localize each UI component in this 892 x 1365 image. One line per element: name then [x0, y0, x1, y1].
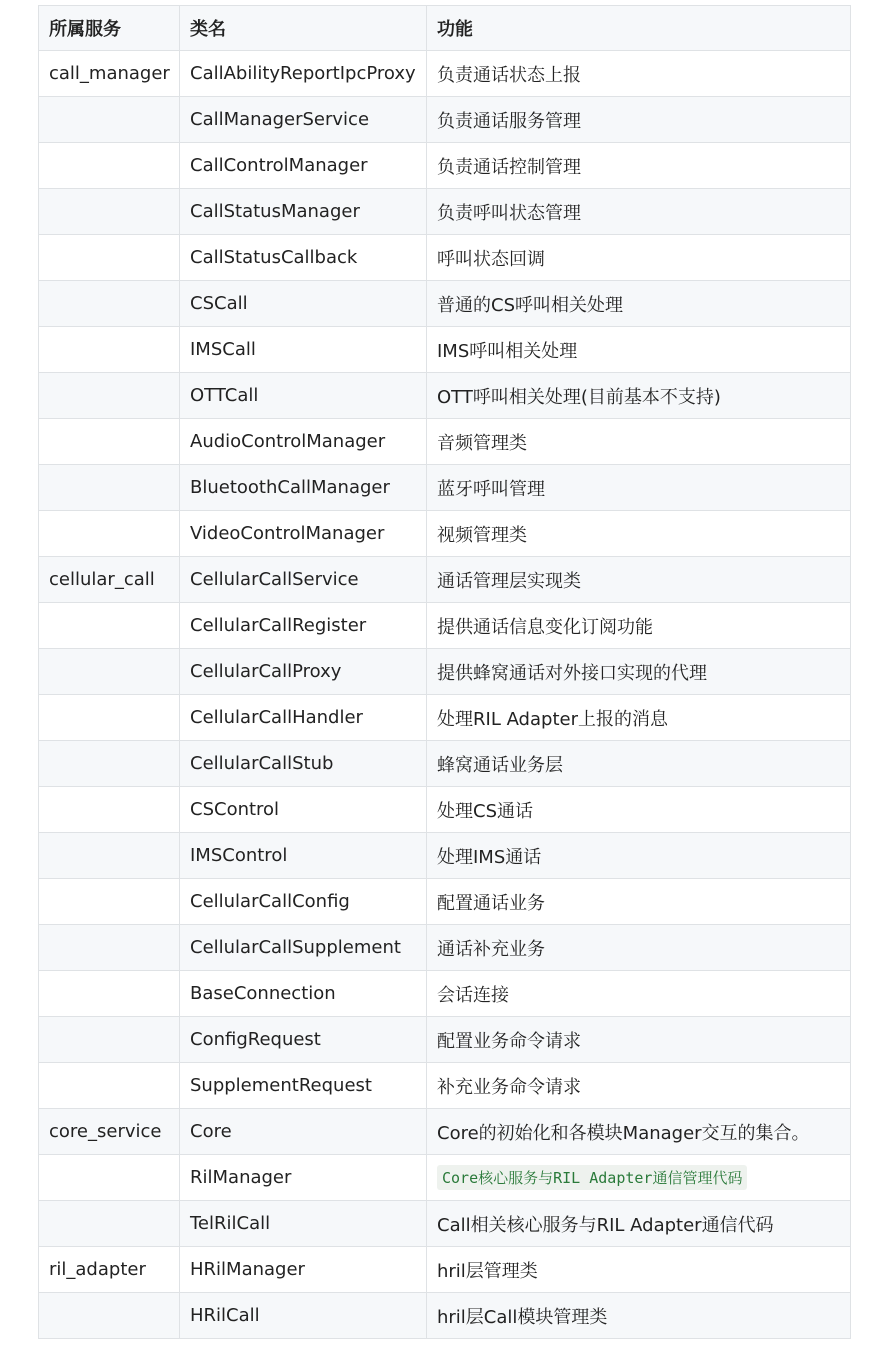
- service-cell: [39, 695, 180, 741]
- service-cell: call_manager: [39, 51, 180, 97]
- service-cell: [39, 419, 180, 465]
- table-row: [39, 1017, 851, 1063]
- function-cell: 普通的CS呼叫相关处理: [427, 281, 851, 327]
- table-row: [39, 787, 851, 833]
- table-row: [39, 1063, 851, 1109]
- service-cell: [39, 879, 180, 925]
- service-cell: [39, 235, 180, 281]
- class-name-cell: IMSCall: [180, 327, 427, 373]
- class-name-cell: CellularCallSupplement: [180, 925, 427, 971]
- class-name-cell: CellularCallProxy: [180, 649, 427, 695]
- table-row: [39, 1293, 851, 1339]
- service-cell: [39, 1017, 180, 1063]
- table-row: [39, 557, 851, 603]
- class-name-cell: CallControlManager: [180, 143, 427, 189]
- table-row: [39, 235, 851, 281]
- function-cell: 负责通话状态上报: [427, 51, 851, 97]
- function-cell: 通话管理层实现类: [427, 557, 851, 603]
- class-name-cell: CellularCallRegister: [180, 603, 427, 649]
- service-cell: cellular_call: [39, 557, 180, 603]
- function-cell: hril层Call模块管理类: [427, 1293, 851, 1339]
- table-row: [39, 971, 851, 1017]
- class-name-cell: BaseConnection: [180, 971, 427, 1017]
- table-row: [39, 465, 851, 511]
- service-cell: [39, 281, 180, 327]
- class-name-cell: TelRilCall: [180, 1201, 427, 1247]
- function-cell: 提供蜂窝通话对外接口实现的代理: [427, 649, 851, 695]
- table-row: [39, 1247, 851, 1293]
- function-cell: 音频管理类: [427, 419, 851, 465]
- table-row: [39, 143, 851, 189]
- service-cell: [39, 373, 180, 419]
- function-cell: 负责呼叫状态管理: [427, 189, 851, 235]
- inline-code: Core核心服务与RIL Adapter通信管理代码: [437, 1165, 747, 1190]
- service-cell: [39, 1063, 180, 1109]
- class-name-cell: CellularCallStub: [180, 741, 427, 787]
- class-name-cell: HRilManager: [180, 1247, 427, 1293]
- function-cell: 蓝牙呼叫管理: [427, 465, 851, 511]
- header-service: 所属服务: [39, 6, 180, 51]
- class-name-cell: CellularCallHandler: [180, 695, 427, 741]
- service-cell: core_service: [39, 1109, 180, 1155]
- function-cell: 处理IMS通话: [427, 833, 851, 879]
- class-name-cell: CallStatusManager: [180, 189, 427, 235]
- table-row: [39, 1109, 851, 1155]
- class-name-cell: HRilCall: [180, 1293, 427, 1339]
- table-row: [39, 925, 851, 971]
- service-cell: [39, 833, 180, 879]
- function-cell: 提供通话信息变化订阅功能: [427, 603, 851, 649]
- function-cell: 配置通话业务: [427, 879, 851, 925]
- function-cell: 处理CS通话: [427, 787, 851, 833]
- class-name-cell: CellularCallConfig: [180, 879, 427, 925]
- table-row: [39, 1155, 851, 1201]
- function-cell: 会话连接: [427, 971, 851, 1017]
- function-cell: 视频管理类: [427, 511, 851, 557]
- service-cell: [39, 465, 180, 511]
- class-name-cell: BluetoothCallManager: [180, 465, 427, 511]
- function-cell: 补充业务命令请求: [427, 1063, 851, 1109]
- function-cell: 通话补充业务: [427, 925, 851, 971]
- function-cell: Call相关核心服务与RIL Adapter通信代码: [427, 1201, 851, 1247]
- service-cell: [39, 925, 180, 971]
- function-cell: 负责通话控制管理: [427, 143, 851, 189]
- function-cell: 呼叫状态回调: [427, 235, 851, 281]
- table-row: [39, 511, 851, 557]
- table-row: [39, 189, 851, 235]
- service-cell: [39, 649, 180, 695]
- function-cell: Core的初始化和各模块Manager交互的集合。: [427, 1109, 851, 1155]
- function-cell: 处理RIL Adapter上报的消息: [427, 695, 851, 741]
- class-name-cell: VideoControlManager: [180, 511, 427, 557]
- table-row: [39, 419, 851, 465]
- class-name-cell: SupplementRequest: [180, 1063, 427, 1109]
- service-cell: [39, 603, 180, 649]
- function-cell: [427, 1155, 851, 1201]
- class-name-cell: OTTCall: [180, 373, 427, 419]
- service-cell: [39, 1201, 180, 1247]
- function-cell: 配置业务命令请求: [427, 1017, 851, 1063]
- service-cell: [39, 189, 180, 235]
- service-cell: [39, 787, 180, 833]
- class-name-cell: CallManagerService: [180, 97, 427, 143]
- table-row: [39, 97, 851, 143]
- table-row: [39, 1201, 851, 1247]
- function-cell: OTT呼叫相关处理(目前基本不支持): [427, 373, 851, 419]
- table-row: [39, 649, 851, 695]
- service-cell: [39, 1155, 180, 1201]
- class-name-cell: ConfigRequest: [180, 1017, 427, 1063]
- table-row: [39, 603, 851, 649]
- table-row: [39, 695, 851, 741]
- service-cell: [39, 511, 180, 557]
- table-row: [39, 51, 851, 97]
- class-name-cell: RilManager: [180, 1155, 427, 1201]
- class-name-cell: CallStatusCallback: [180, 235, 427, 281]
- table-body: [39, 51, 851, 1339]
- header-class-name: 类名: [180, 6, 427, 51]
- header-function: 功能: [427, 6, 851, 51]
- function-cell: 蜂窝通话业务层: [427, 741, 851, 787]
- service-cell: ril_adapter: [39, 1247, 180, 1293]
- class-name-cell: Core: [180, 1109, 427, 1155]
- class-name-cell: CallAbilityReportIpcProxy: [180, 51, 427, 97]
- service-cell: [39, 327, 180, 373]
- table-row: [39, 833, 851, 879]
- function-cell: 负责通话服务管理: [427, 97, 851, 143]
- service-cell: [39, 143, 180, 189]
- class-name-cell: IMSControl: [180, 833, 427, 879]
- service-cell: [39, 971, 180, 1017]
- table-row: [39, 879, 851, 925]
- class-name-cell: CSControl: [180, 787, 427, 833]
- table-header-row: [39, 6, 851, 51]
- class-table: [38, 5, 851, 1339]
- service-cell: [39, 1293, 180, 1339]
- class-name-cell: AudioControlManager: [180, 419, 427, 465]
- class-name-cell: CSCall: [180, 281, 427, 327]
- table-row: [39, 373, 851, 419]
- function-cell: hril层管理类: [427, 1247, 851, 1293]
- function-cell: IMS呼叫相关处理: [427, 327, 851, 373]
- table-row: [39, 327, 851, 373]
- table-row: [39, 741, 851, 787]
- service-cell: [39, 97, 180, 143]
- service-cell: [39, 741, 180, 787]
- class-name-cell: CellularCallService: [180, 557, 427, 603]
- table-row: [39, 281, 851, 327]
